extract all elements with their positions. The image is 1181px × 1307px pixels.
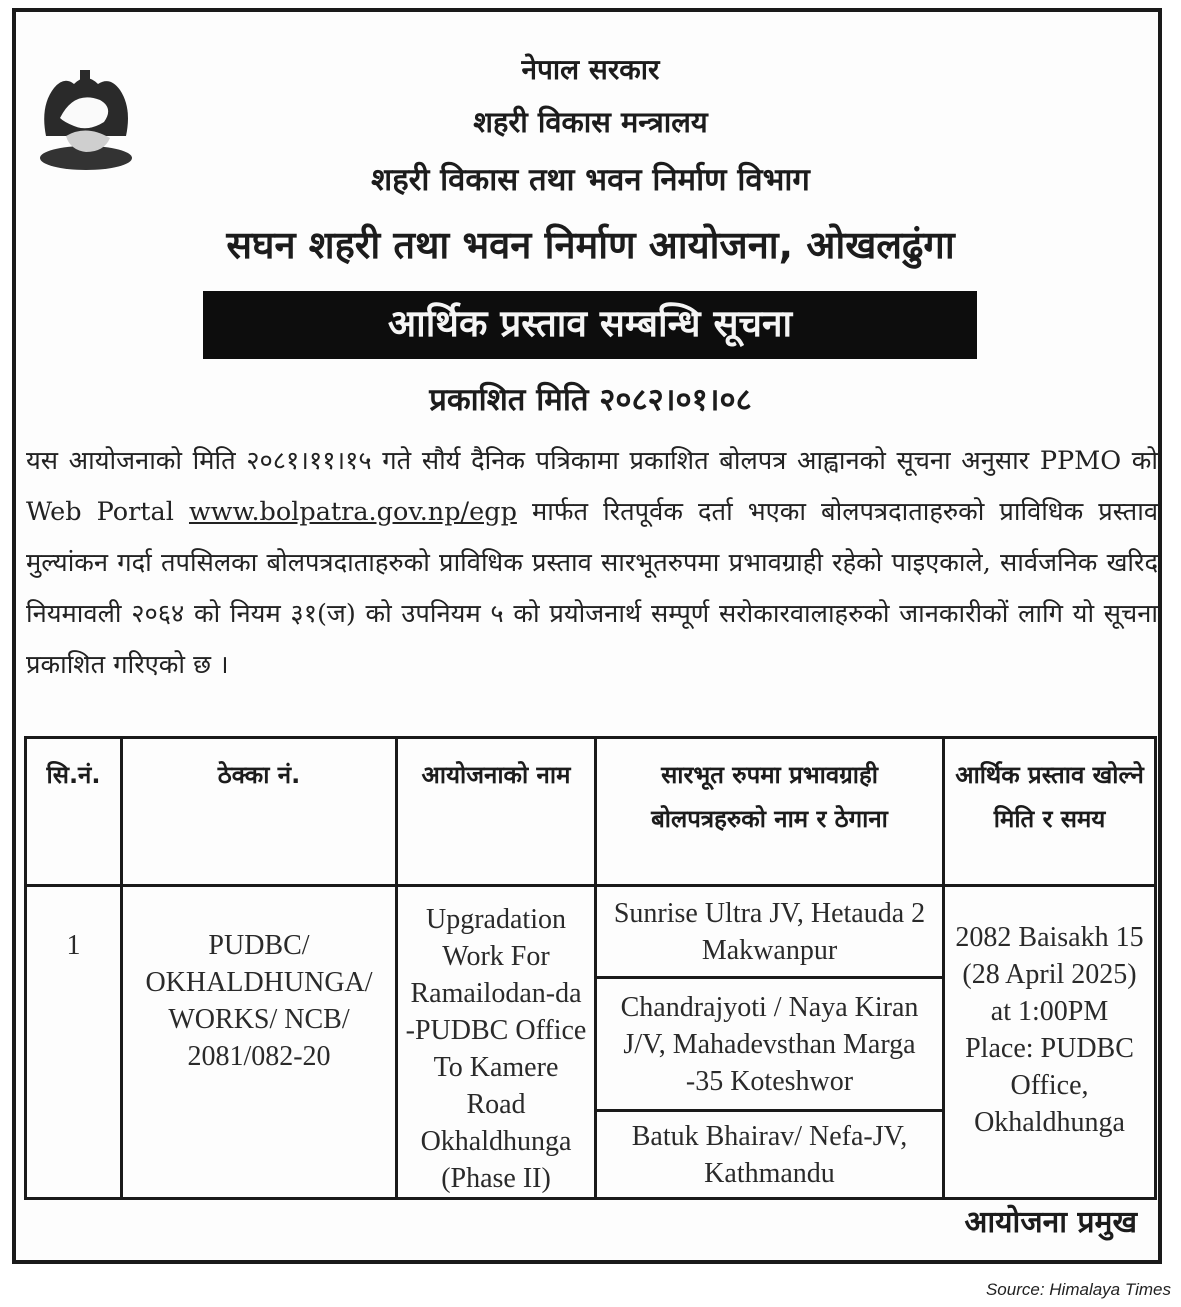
table-row (26, 886, 1156, 1199)
project-office-name: सघन शहरी तथा भवन निर्माण आयोजना, ओखलढुंगा (226, 223, 955, 267)
col-header-sn: सि.नं. (26, 738, 122, 886)
cell-opening-date: 2082 Baisakh 15 (28 April 2025) at 1:00PM Place: PUDBC Office, Okhaldhunga (944, 886, 1156, 1199)
bidder-item: Sunrise Ultra JV, Hetauda 2 Makwanpur (597, 887, 942, 979)
notice-title-banner: आर्थिक प्रस्ताव सम्बन्धि सूचना (203, 291, 977, 359)
cell-sn: 1 (26, 886, 122, 1199)
bidder-item: Batuk Bhairav/ Nefa-JV, Kathmandu (631, 1120, 908, 1189)
source-credit: Source: Himalaya Times (985, 1280, 1171, 1299)
table-header-row (26, 738, 1156, 886)
published-date: प्रकाशित मिति २०८२।०१।०८ (429, 382, 752, 418)
cell-bidders (596, 886, 944, 1199)
col-header-opening-date: आर्थिक प्रस्ताव खोल्ने मिति र समय (944, 738, 1156, 886)
government-name: नेपाल सरकार (521, 53, 660, 86)
responsive-bidders-table (24, 736, 1157, 1200)
body-text-end: मार्फत रितपूर्वक दर्ता भएका बोलपत्रदाताहरुको प्राविधिक प्रस्ताव मुल्यांकन गर्दा तपसिलका बोलपत्रदाताहरुको प्राविधिक प्रस्ताव सारभूतरुपमा प्रभावग्राही रहेको पाइएकाले, सार्वजनिक खरिद नियमावली २०६४ को नियम ३१(ज) को उपनियम ५ को प्रयोजनार्थ सम्पूर्ण सरोकारवालाहरुको जानकारीकों लागि यो सूचना प्रकाशित गरिएको छ । (26, 497, 1159, 680)
body-text-start: यस आयोजनाको मिति २०८१।११।१५ गते सौर्य दैनिक पत्रिकामा प्रकाशित बोलपत्र आह्वानको सूचना अनुसार PPMO को Web Portal (26, 446, 1158, 527)
notice-body (26, 436, 1158, 691)
ministry-name: शहरी विकास मन्त्रालय (473, 105, 708, 139)
signatory-title: आयोजना प्रमुख (964, 1205, 1137, 1240)
bidder-item: Chandrajyoti / Naya Kiran J/V, Mahadevsthan Marga -35 Koteshwor (597, 979, 942, 1112)
col-header-project-name: आयोजनाको नाम (397, 738, 596, 886)
egp-portal-link[interactable]: www.bolpatra.gov.np/egp (188, 497, 517, 527)
col-header-contract-no: ठेक्का नं. (122, 738, 397, 886)
cell-project-name: Upgradation Work For Ramailodan-da -PUDBC Office To Kamere Road Okhaldhunga (Phase II) (397, 886, 596, 1199)
cell-contract-no: PUDBC/ OKHALDHUNGA/ WORKS/ NCB/ 2081/082-20 (122, 886, 397, 1199)
department-name: शहरी विकास तथा भवन निर्माण विभाग (371, 162, 810, 198)
col-header-bidders: सारभूत रुपमा प्रभावग्राही बोलपत्रहरुको नाम र ठेगाना (596, 738, 944, 886)
